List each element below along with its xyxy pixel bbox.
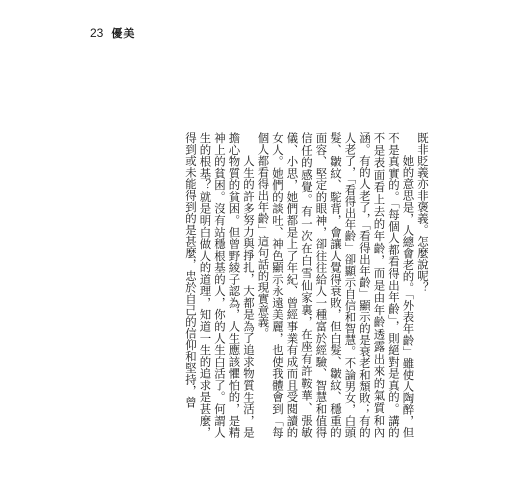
- paragraph-1: 既非貶義亦非褒義。怎麼說呢？: [416, 132, 430, 293]
- body-text: [100, 132, 430, 438]
- paragraph-3: 人生的許多努力與掙扎，大都是為了追求物質生活，是擔心物質的貧困。但曾野綾子認為，人生應該懼怕的，是精神上的貧困。沒有站穩根基的人，你的人生白活了。何謂人生的根基？就是明白做人的道理，知道一生的追求是甚麼，得到或未能得到的是甚麼，忠於自己的信仰和堅持，曾: [184, 132, 256, 438]
- chapter-title: 優美: [111, 27, 136, 40]
- page-header: [90, 25, 135, 41]
- paragraph-2: 她的意思是，人總會老的。「外表年齡」雖使人陶醉，但不是真實的。「每個人都看得出年齡」，則絕對是真的。講的不是表面看上去的年齡，而是由年齡透露出來的氣質和內涵。有的人老了，「看得出年齡」顯示的是衰老和頹敗；有的人老了，「看得出年齡」卻顯示自信和智慧。不論男女，白頭髮、皺紋、駝背，會讓人覺得衰敗，但白髮、皺紋、穩重的面容、堅定的眼神，卻往往給人一種富於經驗、智慧和值得信任的感覺。有一次在白雪仙家裏，在座有許鞍華、張敏儀、小思，她們都是上了年紀、曾經事業有成而且受閱讀的女人。她們的談吐、神色顯示永遠美麗，也使我體會到「每個人都看得出年齡」這句話的現實意義。: [256, 132, 416, 438]
- page-number: 23: [90, 26, 104, 40]
